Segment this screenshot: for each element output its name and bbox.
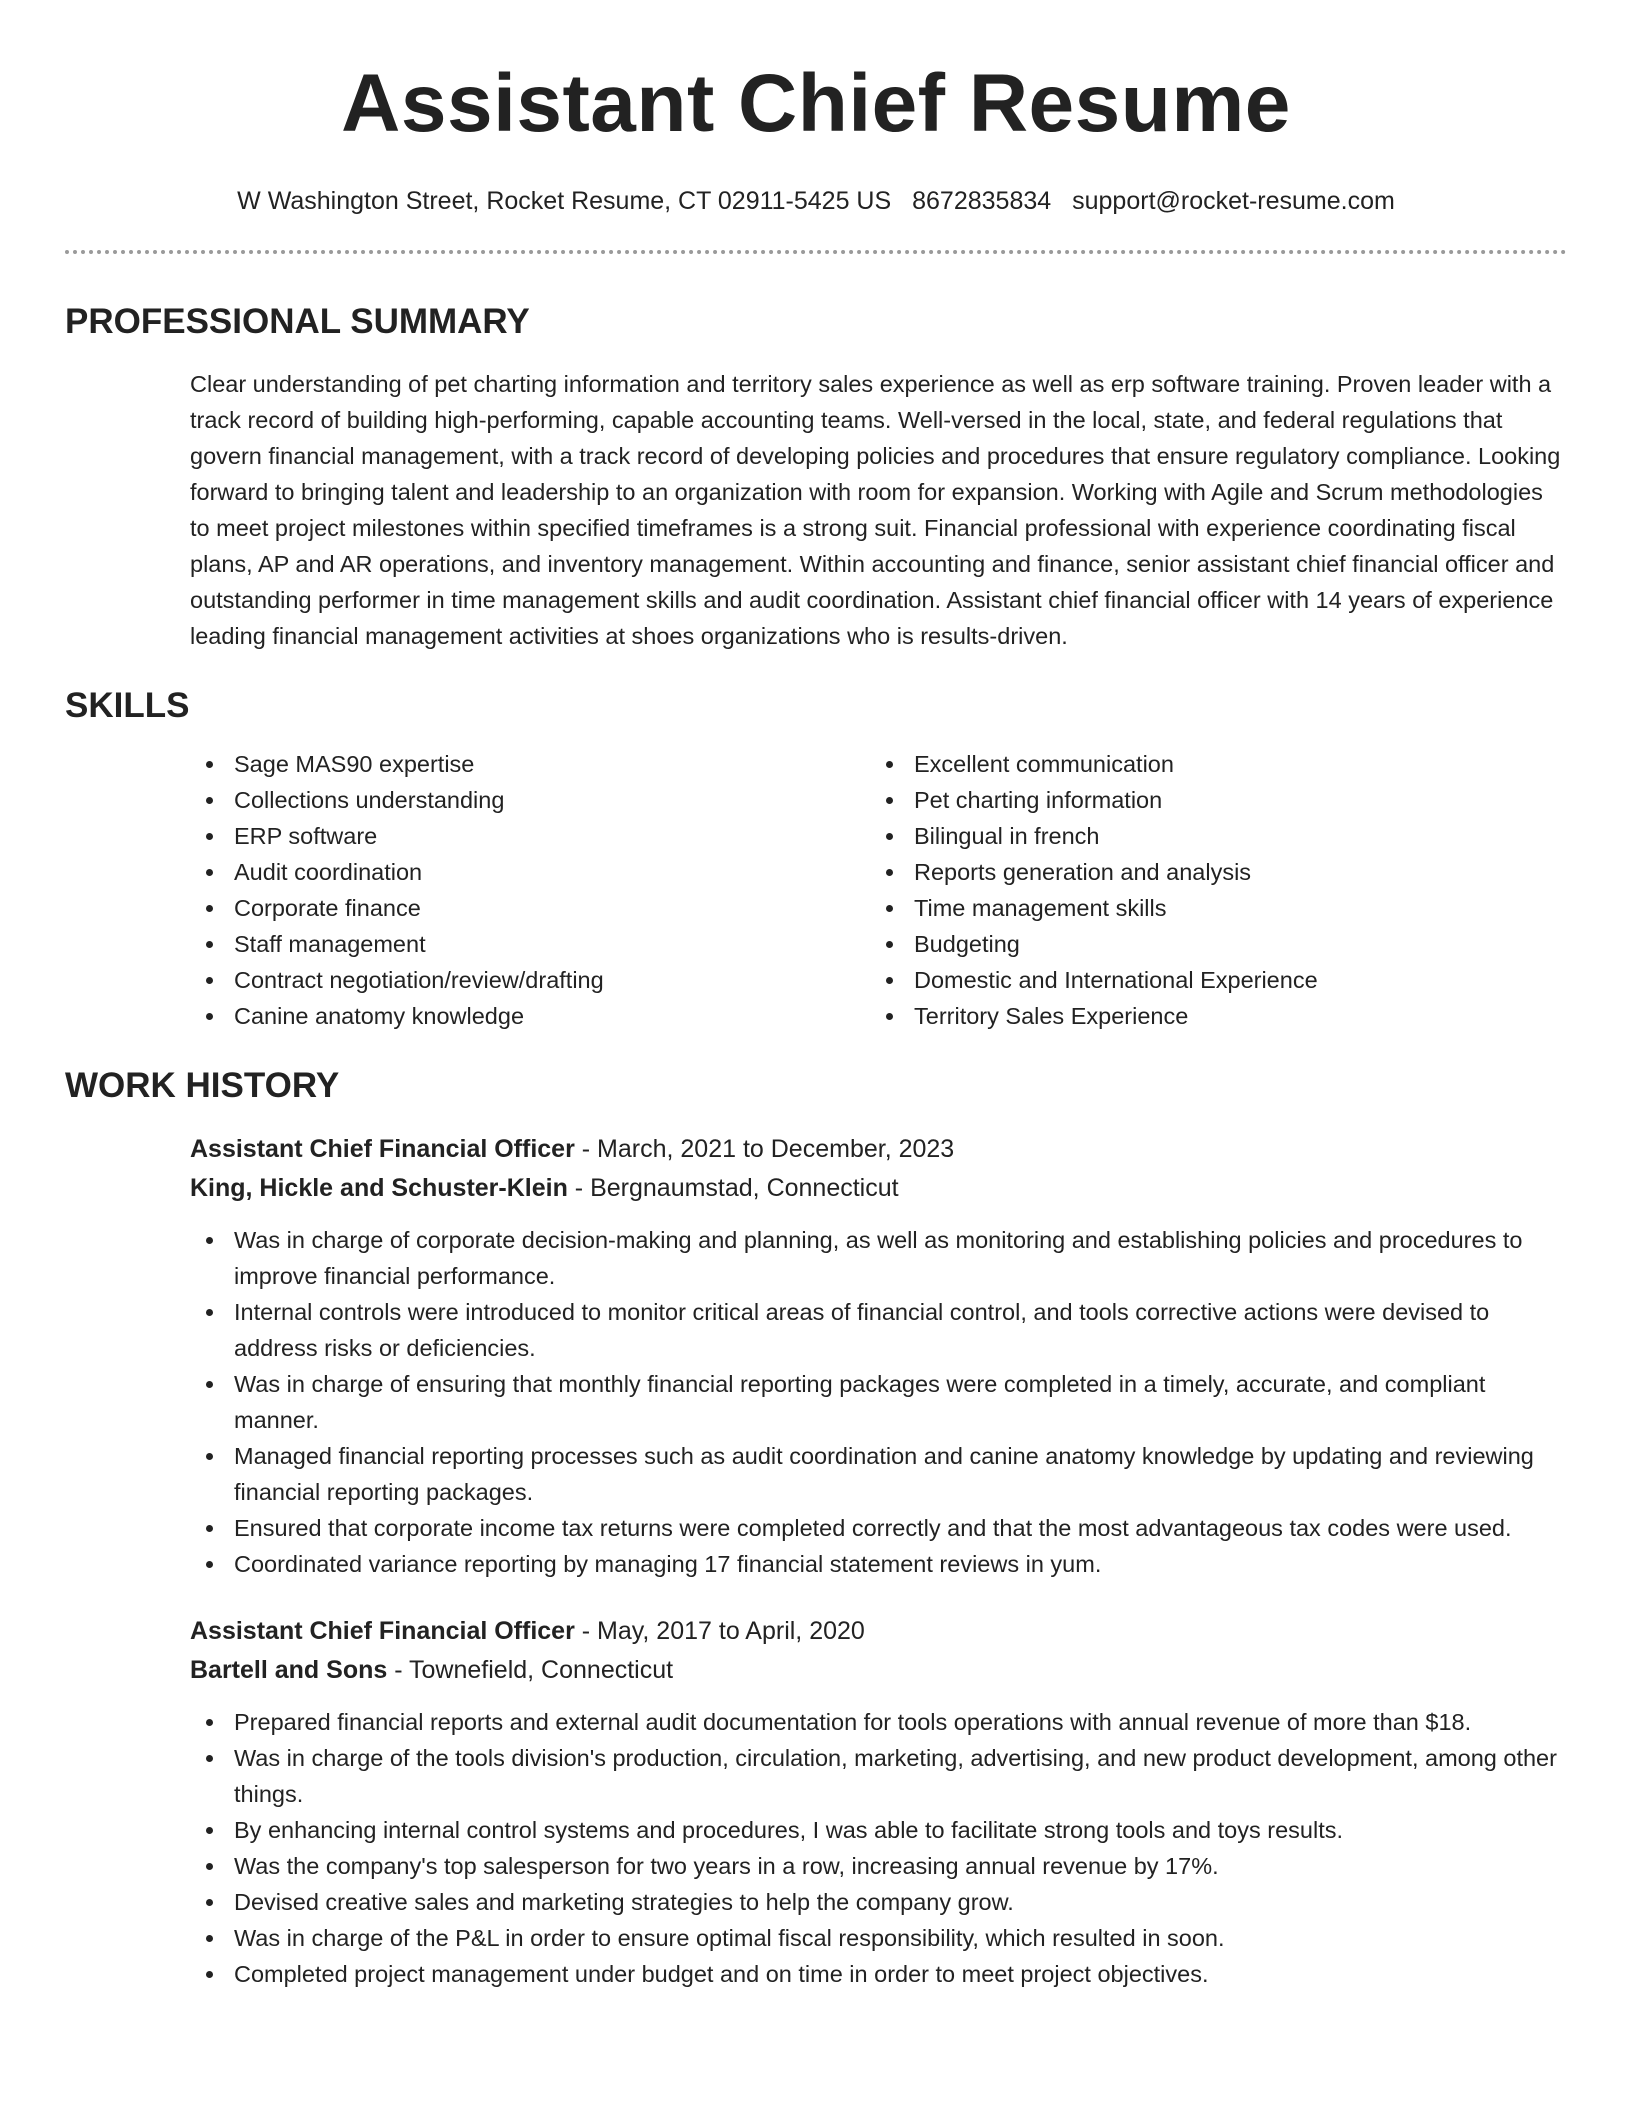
work-history-list bbox=[65, 1130, 1567, 1992]
work-history-heading: WORK HISTORY bbox=[65, 1066, 340, 1105]
skill-item: Contract negotiation/review/drafting bbox=[190, 962, 870, 998]
duty-item: Was in charge of corporate decision-making and planning, as well as monitoring and establishing policies and procedures to improve financial performance. bbox=[190, 1222, 1567, 1294]
duty-item: Prepared financial reports and external audit documentation for tools operations with annual revenue of more than $18. bbox=[190, 1704, 1567, 1740]
job-duties bbox=[190, 1704, 1567, 1992]
resume-title: Assistant Chief Resume bbox=[341, 58, 1291, 149]
job-company-line bbox=[190, 1169, 1567, 1208]
skill-item: Bilingual in french bbox=[870, 818, 1550, 854]
job-location: - Townefield, Connecticut bbox=[387, 1656, 674, 1684]
duty-item: Managed financial reporting processes such as audit coordination and canine anatomy knowledge by updating and reviewing financial reporting packages. bbox=[190, 1438, 1567, 1510]
job-company: King, Hickle and Schuster-Klein bbox=[190, 1174, 568, 1202]
duty-item: Internal controls were introduced to monitor critical areas of financial control, and tools corrective actions were devised to address risks or deficiencies. bbox=[190, 1294, 1567, 1366]
skill-item: Sage MAS90 expertise bbox=[190, 746, 870, 782]
job-title-line bbox=[190, 1130, 1567, 1169]
duty-item: Ensured that corporate income tax returns were completed correctly and that the most advantageous tax codes were used. bbox=[190, 1510, 1567, 1546]
duty-item: Devised creative sales and marketing strategies to help the company grow. bbox=[190, 1884, 1567, 1920]
duty-item: Was the company's top salesperson for two years in a row, increasing annual revenue by 17%. bbox=[190, 1848, 1567, 1884]
skill-item: Excellent communication bbox=[870, 746, 1550, 782]
job-entry bbox=[190, 1130, 1567, 1582]
job-dates: - May, 2017 to April, 2020 bbox=[574, 1617, 865, 1645]
duty-item: Coordinated variance reporting by managing 17 financial statement reviews in yum. bbox=[190, 1546, 1567, 1582]
duty-item: Completed project management under budget and on time in order to meet project objectives. bbox=[190, 1956, 1567, 1992]
summary-text: Clear understanding of pet charting information and territory sales experience as well as erp software training. Proven leader with a track record of building high-performing, capable accounting teams. Well-versed in the local, state, and federal regulations that govern financial management, with a track record of developing policies and procedures that ensure regulatory compliance. Looking forward to bringing talent and leadership to an organization with room for expansion. Working with Agile and Scrum methodologies to meet project milestones within specified timeframes is a strong suit. Financial professional with experience coordinating fiscal plans, AP and AR operations, and inventory management. Within accounting and finance, senior assistant chief financial officer and outstanding performer in time management skills and audit coordination. Assistant chief financial officer with 14 years of experience leading financial management activities at shoes organizations who is results-driven. bbox=[190, 371, 1561, 649]
skills-column-right bbox=[870, 746, 1550, 1034]
contact-email: support@rocket-resume.com bbox=[1072, 187, 1395, 215]
job-location: - Bergnaumstad, Connecticut bbox=[567, 1174, 899, 1202]
duty-item: Was in charge of ensuring that monthly financial reporting packages were completed in a timely, accurate, and compliant manner. bbox=[190, 1366, 1567, 1438]
skill-item: Time management skills bbox=[870, 890, 1550, 926]
skill-item: ERP software bbox=[190, 818, 870, 854]
skill-item: Staff management bbox=[190, 926, 870, 962]
duty-item: Was in charge of the tools division's production, circulation, marketing, advertising, and new product development, among other things. bbox=[190, 1740, 1567, 1812]
contact-address: W Washington Street, Rocket Resume, CT 02911-5425 US bbox=[237, 187, 892, 215]
duty-item: By enhancing internal control systems and procedures, I was able to facilitate strong tools and toys results. bbox=[190, 1812, 1567, 1848]
skills-column-left bbox=[190, 746, 870, 1034]
job-entry bbox=[190, 1612, 1567, 1992]
skill-item: Territory Sales Experience bbox=[870, 998, 1550, 1034]
contact-phone: 8672835834 bbox=[912, 187, 1052, 215]
job-role: Assistant Chief Financial Officer bbox=[190, 1135, 575, 1163]
skill-item: Domestic and International Experience bbox=[870, 962, 1550, 998]
contact-line bbox=[65, 184, 1567, 218]
skill-item: Reports generation and analysis bbox=[870, 854, 1550, 890]
skill-item: Pet charting information bbox=[870, 782, 1550, 818]
duty-item: Was in charge of the P&L in order to ensure optimal fiscal responsibility, which resulted in soon. bbox=[190, 1920, 1567, 1956]
skills-list bbox=[190, 746, 1567, 1034]
skill-item: Audit coordination bbox=[190, 854, 870, 890]
skill-item: Budgeting bbox=[870, 926, 1550, 962]
job-company-line bbox=[190, 1651, 1567, 1690]
job-duties bbox=[190, 1222, 1567, 1582]
job-role: Assistant Chief Financial Officer bbox=[190, 1617, 575, 1645]
skill-item: Corporate finance bbox=[190, 890, 870, 926]
skills-heading: SKILLS bbox=[65, 686, 190, 725]
job-title-line bbox=[190, 1612, 1567, 1651]
summary-heading: PROFESSIONAL SUMMARY bbox=[65, 302, 530, 341]
skill-item: Canine anatomy knowledge bbox=[190, 998, 870, 1034]
header-divider bbox=[65, 250, 1567, 254]
job-dates: - March, 2021 to December, 2023 bbox=[574, 1135, 955, 1163]
skill-item: Collections understanding bbox=[190, 782, 870, 818]
job-company: Bartell and Sons bbox=[190, 1656, 388, 1684]
